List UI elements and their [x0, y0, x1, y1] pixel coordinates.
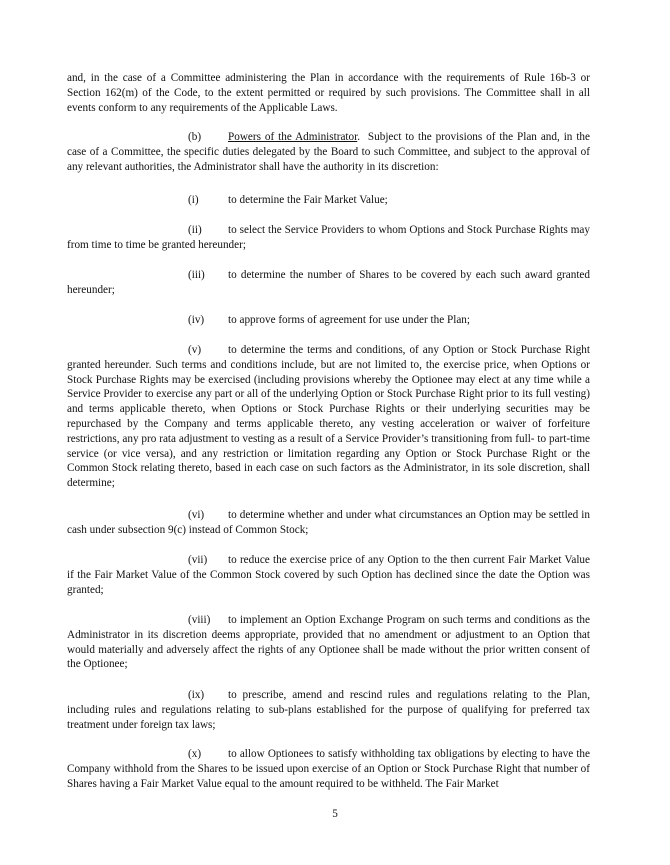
- list-item: [67, 747, 590, 791]
- list-item: [67, 688, 590, 732]
- item-label: (i): [188, 194, 199, 206]
- section-b-label: (b): [188, 131, 202, 143]
- section-b-heading: Powers of the Administrator: [228, 131, 358, 143]
- item-text: to approve forms of agreement for use under the Plan;: [228, 314, 471, 326]
- item-label: (ix): [188, 689, 205, 701]
- list-item: [67, 553, 590, 597]
- item-label: (iii): [188, 269, 205, 281]
- list-item: [67, 223, 590, 253]
- list-item: [67, 268, 590, 298]
- item-text: to determine whether and under what circumstances an Option may be settled in cash under subsection 9(c) instead of Common Stock;: [67, 509, 590, 536]
- list-item: [67, 313, 590, 328]
- item-text: to implement an Option Exchange Program on such terms and conditions as the Administrator in its discretion deems appropriate, provided that no amendment or adjustment to an Option that would materially and adversely affect the rights of any Optionee shall be made without the prior written consent of the Optionee;: [67, 614, 590, 671]
- item-text: to determine the Fair Market Value;: [228, 194, 388, 206]
- list-item: [67, 193, 590, 208]
- page-number: 5: [332, 808, 338, 820]
- item-text: to prescribe, amend and rescind rules and regulations relating to the Plan, including rules and regulations relating to sub-plans established for the purpose of qualifying for preferred tax treatment under foreign tax laws;: [67, 689, 590, 731]
- item-label: (vii): [188, 554, 208, 566]
- item-text: to determine the terms and conditions, of any Option or Stock Purchase Right granted hereunder. Such terms and conditions include, but are not limited to, the exercise price, when Options or Stock Purchase Rights may be exercised (including provisions whereby the Optionee may elect at any time while a Service Provider to exercise any part or all of the underlying Option or Stock Purchase Right prior to its full vesting) and terms applicable thereto, when Options or Stock Purchase Rights or their underlying securities may be repurchased by the Company and terms applicable thereto, any vesting acceleration or waiver of forfeiture restrictions, any pro rata adjustment to vesting as a result of a Service Provider’s transitioning from full- to part-time service (or vice versa), and any restriction or limitation regarding any Option or Stock Purchase Right or the Common Stock relating thereto, based in each case on such factors as the Administrator, in its sole discretion, shall determine;: [67, 344, 590, 490]
- list-item: [67, 343, 590, 491]
- intro-paragraph: and, in the case of a Committee administering the Plan in accordance with the requirements of Rule 16b-3 or Section 162(m) of the Code, to the extent permitted or required by such provisions. The Committee shall in all events conform to any requirements of the Applicable Laws.: [67, 72, 590, 114]
- item-label: (v): [188, 344, 202, 356]
- section-b-heading-suffix: .: [357, 131, 361, 143]
- item-label: (viii): [188, 614, 211, 626]
- section-b-paragraph: [67, 130, 590, 174]
- item-label: (iv): [188, 314, 205, 326]
- item-text: to allow Optionees to satisfy withholding tax obligations by electing to have the Company withhold from the Shares to be issued upon exercise of an Option or Stock Purchase Right that number of Shares having a Fair Market Value equal to the amount required to be withheld. The Fair Market: [67, 748, 590, 790]
- item-label: (vi): [188, 509, 205, 521]
- item-text: to determine the number of Shares to be covered by each such award granted hereunder;: [67, 269, 590, 296]
- item-text: to select the Service Providers to whom Options and Stock Purchase Rights may from time to time be granted hereunder;: [67, 224, 590, 251]
- item-label: (x): [188, 748, 202, 760]
- section-b-body: Subject to the provisions of the Plan and, in the case of a Committee, the specific duties delegated by the Board to such Committee, and subject to the approval of any relevant authorities, the Administrator shall have the authority in its discretion:: [67, 131, 590, 173]
- item-label: (ii): [188, 224, 202, 236]
- list-item: [67, 613, 590, 672]
- item-text: to reduce the exercise price of any Option to the then current Fair Market Value if the Fair Market Value of the Common Stock covered by such Option has declined since the date the Option was granted;: [67, 554, 590, 596]
- list-item: [67, 508, 590, 538]
